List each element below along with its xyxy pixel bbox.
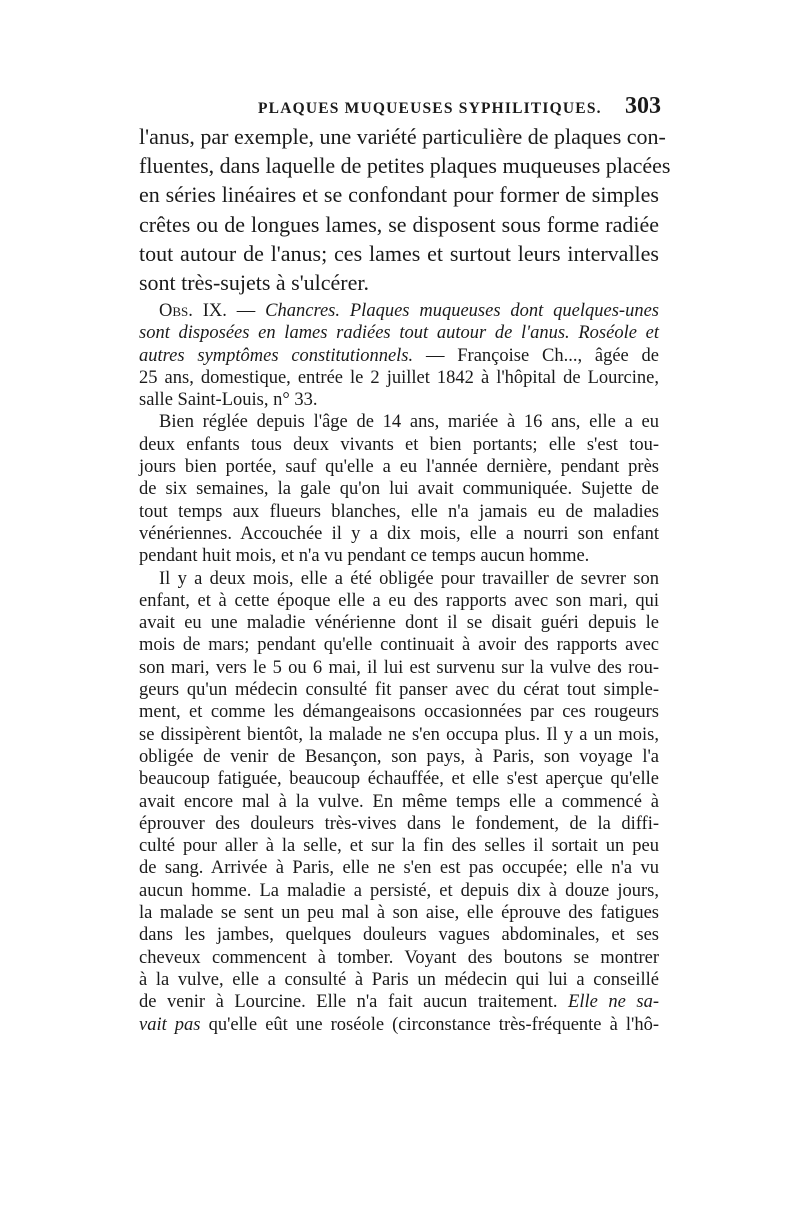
text-line: ment, et comme les démangeaisons occasionnées par ces rougeurs xyxy=(139,702,659,723)
italic-text: vait pas xyxy=(139,1014,201,1035)
text-line xyxy=(139,991,659,1013)
patient-intro: — Françoise Ch..., âgée de xyxy=(425,345,660,366)
text-line: fluentes, dans laquelle de petites plaques muqueuses placées xyxy=(139,153,671,179)
text-line: tout autour de l'anus; ces lames et surtout leurs intervalles xyxy=(139,240,659,266)
text-line: geurs qu'un médecin consulté fit panser avec du cérat tout simple- xyxy=(139,680,659,701)
text-line: se dissipèrent bientôt, la malade ne s'en occupa plus. Il y a un mois, xyxy=(139,724,659,745)
text-line: la malade se sent un peu mal à son aise, elle éprouve des fatigues xyxy=(139,903,659,924)
text-line: obligée de venir de Besançon, son pays, à Paris, son voyage l'a xyxy=(139,746,659,767)
running-title: PLAQUES MUQUEUSES SYPHILITIQUES. xyxy=(258,100,602,117)
observation-title: autres symptômes constitutionnels. xyxy=(139,345,414,366)
text-line xyxy=(139,1014,659,1036)
text-line: pendant huit mois, et n'a vu pendant ce temps aucun homme. xyxy=(139,546,590,567)
italic-text: Elle ne sa- xyxy=(568,992,659,1013)
text-line: enfant, et à cette époque elle a eu des rapports avec son mari, qui xyxy=(139,590,659,611)
text-line: de six semaines, la gale qu'on lui avait communiquée. Sujette de xyxy=(139,479,659,500)
observation-title: Chancres. Plaques muqueuses dont quelques-unes xyxy=(265,301,659,321)
text-line: deux enfants tous deux vivants et bien portants; elle s'est tou- xyxy=(139,434,659,455)
text-line: 25 ans, domestique, entrée le 2 juillet 1842 à l'hôpital de Lourcine, xyxy=(139,367,659,388)
text-line: à la vulve, elle a consulté à Paris un médecin qui lui a conseillé xyxy=(139,969,659,990)
text-line: dans les jambes, quelques douleurs vagues abdominales, et ses xyxy=(139,925,659,946)
text-line: mois de mars; pendant qu'elle continuait à avoir des rapports avec xyxy=(139,635,659,656)
text-line: éprouver des douleurs très-vives dans le fondement, de la diffi- xyxy=(139,813,659,834)
text-line: crêtes ou de longues lames, se disposent sous forme radiée xyxy=(139,211,659,237)
text-line: sont très-sujets à s'ulcérer. xyxy=(139,270,370,296)
page-number: 303 xyxy=(625,93,661,119)
text-line: culté pour aller à la selle, et sur la fin des selles il sortait un peu xyxy=(139,836,659,857)
text-line: tout temps aux flueurs blanches, elle n'a jamais eu de maladies xyxy=(139,501,659,522)
observation-label: Obs. IX. xyxy=(159,301,227,321)
text-line: de sang. Arrivée à Paris, elle ne s'en est pas occupée; elle n'a vu xyxy=(139,858,659,879)
text-line: en séries linéaires et se confondant pour former de simples xyxy=(139,182,659,208)
observation-title: sont disposées en lames radiées tout autour de l'anus. Roséole et xyxy=(139,323,659,344)
observation-title-line xyxy=(139,300,659,322)
observation-title-line xyxy=(139,345,659,367)
dash: — xyxy=(236,301,256,321)
text-line: Il y a deux mois, elle a été obligée pour travailler de sevrer son xyxy=(159,568,659,589)
text-line: cheveux commencent à tomber. Voyant des boutons se montrer xyxy=(139,947,659,968)
text-line: avait encore mal à la vulve. En même temps elle a commencé à xyxy=(139,791,659,812)
intro-paragraph xyxy=(139,122,671,297)
text-line: l'anus, par exemple, une variété particulière de plaques con- xyxy=(139,124,666,149)
text-segment: de venir à Lourcine. Elle n'a fait aucun traitement. xyxy=(139,992,558,1013)
text-line: vénériennes. Accouchée il y a dix mois, elle a nourri son enfant xyxy=(139,523,659,544)
text-line: jours bien portée, sauf qu'elle a eu l'année dernière, pendant près xyxy=(139,457,659,478)
text-line: salle Saint-Louis, n° 33. xyxy=(139,390,318,411)
text-line: avait eu une maladie vénérienne dont il se disait guéri depuis le xyxy=(139,613,659,634)
text-line: beaucoup fatiguée, beaucoup échauffée, et elle s'est aperçue qu'elle xyxy=(139,769,659,790)
observation-title-line xyxy=(139,322,659,344)
observation-block xyxy=(139,300,659,1036)
text-line: son mari, vers le 5 ou 6 mai, il lui est survenu sur la vulve des rou- xyxy=(139,657,659,678)
text-line: aucun homme. La maladie a persisté, et depuis dix à douze jours, xyxy=(139,880,659,901)
text-segment: qu'elle eût une roséole (circonstance très-fréquente à l'hô- xyxy=(208,1014,659,1035)
text-line: Bien réglée depuis l'âge de 14 ans, mariée à 16 ans, elle a eu xyxy=(159,412,659,433)
